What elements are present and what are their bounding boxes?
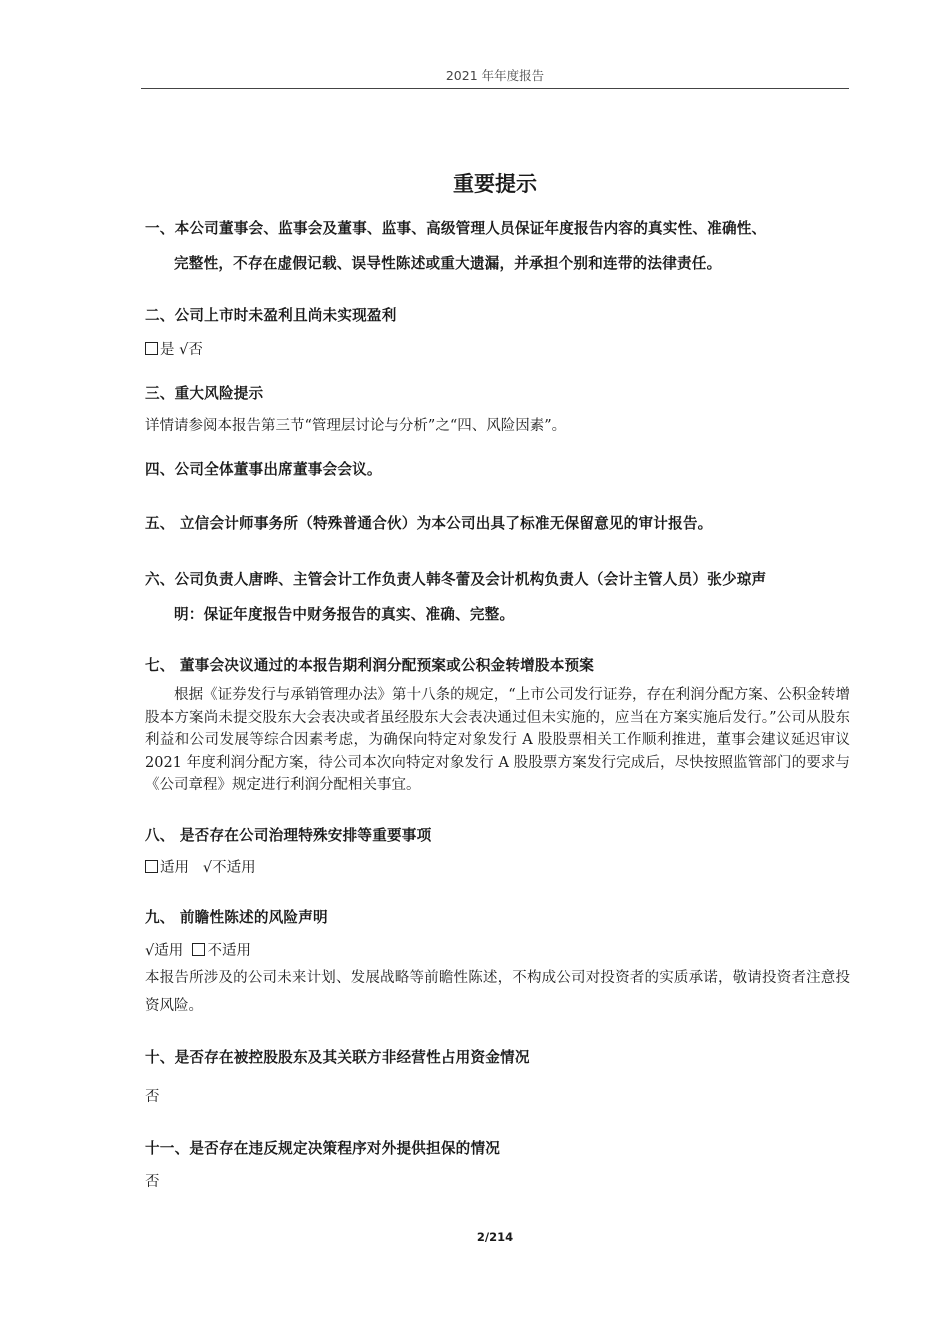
section-7-heading: 七、 董事会决议通过的本报告期利润分配预案或公积金转增股本预案	[145, 657, 595, 674]
checkbox-empty-icon	[192, 943, 205, 956]
option-yes: 是	[160, 342, 175, 358]
section-9-text: 本报告所涉及的公司未来计划、发展战略等前瞻性陈述，不构成公司对投资者的实质承诺，敬请投资者注意投资风险。	[145, 970, 850, 1014]
section-6-line-2: 明：保证年度报告中财务报告的真实、准确、完整。	[174, 606, 515, 623]
option-applicable: 适用	[154, 943, 184, 959]
option-applicable: 适用	[160, 860, 189, 876]
section-6-line-1: 六、公司负责人唐晔、主管会计工作负责人韩冬蕾及会计机构负责人（会计主管人员）张少琼声	[145, 571, 767, 588]
section-6	[145, 562, 851, 632]
section-10-answer: 否	[145, 1089, 160, 1105]
section-7-text: 根据《证券发行与承销管理办法》第十八条的规定，“上市公司发行证券，存在利润分配方案、公积金转增股本方案尚未提交股东大会表决或者虽经股东大会表决通过但未实施的，应当在方案实施后发行。”公司从股东利益和公司发展等综合因素考虑，为确保向特定对象发行 A 股股票相关工作顺利推进，董事会建议延迟审议 2021 年度利润分配方案，待公司本次向特定对象发行 A 股股票方案发行完成后，尽快按照监管部门的要求与《公司章程》规定进行利润分配相关事宜。	[145, 687, 850, 793]
section-4-heading: 四、公司全体董事出席董事会会议。	[145, 461, 382, 478]
check-mark-icon: √	[202, 860, 213, 876]
section-5-heading: 五、 立信会计师事务所（特殊普通合伙）为本公司出具了标准无保留意见的审计报告。	[145, 515, 713, 532]
section-2-options	[145, 338, 203, 359]
check-mark-icon: √	[145, 943, 155, 959]
section-11-answer: 否	[145, 1174, 160, 1190]
checkbox-empty-icon	[145, 860, 158, 873]
section-10-heading: 十、是否存在被控股股东及其关联方非经营性占用资金情况	[145, 1049, 530, 1066]
running-header: 2021 年年度报告	[445, 68, 545, 83]
section-1-line-2: 完整性，不存在虚假记载、误导性陈述或重大遗漏，并承担个别和连带的法律责任。	[174, 255, 722, 272]
header-rule	[141, 88, 849, 89]
section-3-text: 详情请参阅本报告第三节“管理层讨论与分析”之“四、风险因素”。	[145, 418, 567, 434]
section-3-heading: 三、重大风险提示	[145, 385, 264, 402]
option-no: 否	[188, 342, 203, 358]
page-title: 重要提示	[453, 172, 537, 196]
section-11-heading: 十一、是否存在违反规定决策程序对外提供担保的情况	[145, 1140, 501, 1157]
page-number: 2/214	[476, 1230, 514, 1244]
section-9-options	[145, 939, 251, 960]
check-mark-icon: √	[179, 342, 189, 358]
checkbox-empty-icon	[145, 342, 158, 355]
section-2-heading: 二、公司上市时未盈利且尚未实现盈利	[145, 307, 397, 324]
option-not-applicable: 不适用	[212, 860, 256, 876]
section-7-paragraph	[145, 684, 850, 797]
section-8-options	[145, 856, 256, 877]
section-9-heading: 九、 前瞻性陈述的风险声明	[145, 909, 328, 926]
section-1	[145, 211, 851, 281]
section-1-line-1: 一、本公司董事会、监事会及董事、监事、高级管理人员保证年度报告内容的真实性、准确性、	[145, 220, 767, 237]
section-8-heading: 八、 是否存在公司治理特殊安排等重要事项	[145, 827, 432, 844]
option-not-applicable: 不适用	[207, 943, 251, 959]
